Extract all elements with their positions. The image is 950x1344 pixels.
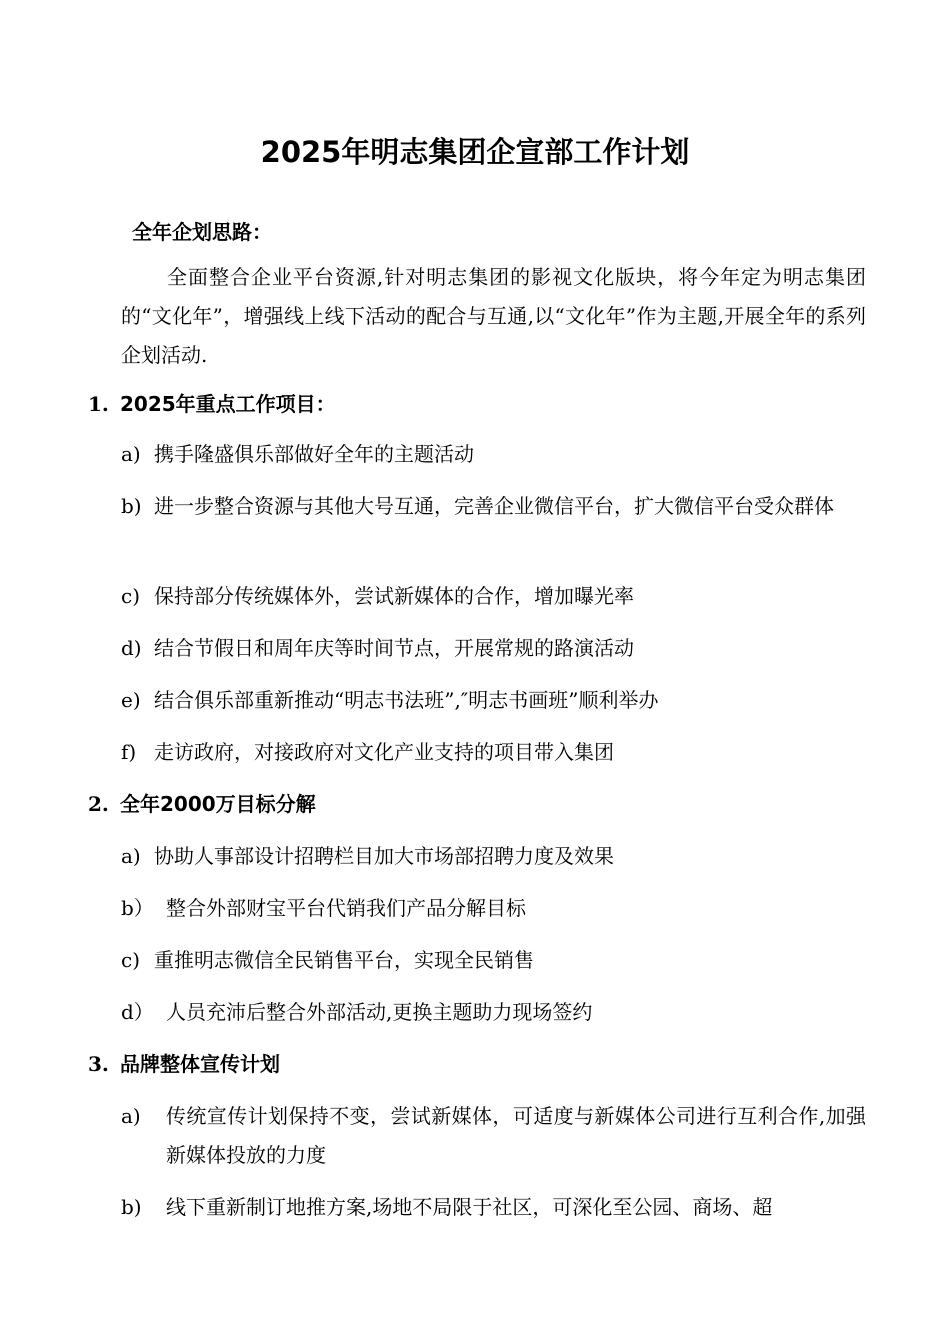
list-marker: a) xyxy=(121,844,141,868)
list-marker: f) xyxy=(121,740,137,764)
list-marker: d） xyxy=(121,1000,154,1024)
list-marker: a) xyxy=(121,442,141,466)
list-item xyxy=(121,1097,866,1175)
list-item-text: 进一步整合资源与其他大号互通，完善企业微信平台，扩大微信平台受众群体 xyxy=(154,494,834,518)
list-item xyxy=(121,577,866,616)
list-item-text: 传统宣传计划保持不变，尝试新媒体，可适度与新媒体公司进行互利合作,加强新媒体投放的力度 xyxy=(166,1104,866,1167)
list-item-text: 协助人事部设计招聘栏目加大市场部招聘力度及效果 xyxy=(154,844,614,868)
list-item-text: 结合俱乐部重新推动“明志书法班”,″明志书画班”顺利举办 xyxy=(154,688,659,712)
list-item xyxy=(121,435,866,474)
list-item-text: 走访政府，对接政府对文化产业支持的项目带入集团 xyxy=(154,740,614,764)
section-heading-1 xyxy=(88,390,336,418)
list-item-text: 整合外部财宝平台代销我们产品分解目标 xyxy=(166,896,526,920)
list-item-text: 人员充沛后整合外部活动,更换主题助力现场签约 xyxy=(166,1000,593,1024)
section-number: 2. xyxy=(88,792,109,816)
intro-paragraph: 全面整合企业平台资源,针对明志集团的影视文化版块，将今年定为明志集团的“文化年”，增强线上线下活动的配合与互通,以“文化年”作为主题,开展全年的系列企划活动. xyxy=(121,265,866,367)
section-heading-2 xyxy=(88,790,316,818)
list-item xyxy=(121,733,866,772)
list-marker: b) xyxy=(121,494,142,518)
list-item-text: 保持部分传统媒体外，尝试新媒体的合作，增加曝光率 xyxy=(154,584,634,608)
intro-heading: 全年企划思路： xyxy=(132,220,272,244)
list-item xyxy=(121,837,866,876)
list-item xyxy=(121,1188,866,1227)
section-number: 1. xyxy=(88,392,109,416)
section-number: 3. xyxy=(88,1052,109,1076)
section-title: 品牌整体宣传计划 xyxy=(120,1052,280,1076)
list-item-text: 结合节假日和周年庆等时间节点，开展常规的路演活动 xyxy=(154,636,634,660)
section-title: 2025年重点工作项目： xyxy=(120,392,336,416)
section-heading-3 xyxy=(88,1050,280,1078)
list-marker: b） xyxy=(121,896,154,920)
list-marker: e) xyxy=(121,688,141,712)
list-marker: a) xyxy=(121,1104,141,1128)
list-item-text: 重推明志微信全民销售平台，实现全民销售 xyxy=(154,948,534,972)
document-title: 2025年明志集团企宣部工作计划 xyxy=(260,135,690,169)
list-item-text: 线下重新制订地推方案,场地不局限于社区，可深化至公园、商场、超 xyxy=(166,1195,773,1219)
section-title: 全年2000万目标分解 xyxy=(120,792,316,816)
list-item xyxy=(121,487,866,526)
list-item xyxy=(121,993,866,1032)
list-marker: b) xyxy=(121,1195,142,1219)
list-item xyxy=(121,941,866,980)
list-item xyxy=(121,889,866,928)
list-marker: c) xyxy=(121,584,141,608)
list-item-text: 携手隆盛俱乐部做好全年的主题活动 xyxy=(154,442,474,466)
list-item xyxy=(121,681,866,720)
list-marker: d) xyxy=(121,636,142,660)
list-marker: c) xyxy=(121,948,141,972)
list-item xyxy=(121,629,866,668)
